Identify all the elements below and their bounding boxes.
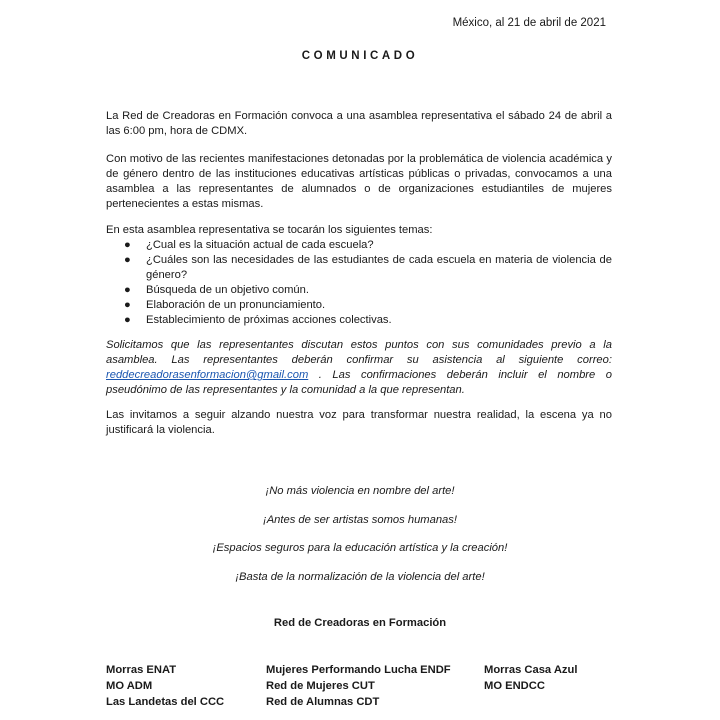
slogan: ¡Basta de la normalización de la violencia del arte!: [235, 571, 485, 583]
paragraph-motive-text: Con motivo de las recientes manifestaciones detonadas por la problemática de violencia académica y de género dentro de las instituciones educativas artísticas públicas o privadas, convocamos a una asamblea a las representantes de alumnados o de organizaciones estudiantiles de mujeres pertenecientes a estas mismas.: [106, 153, 612, 210]
topic-text: ¿Cual es la situación actual de cada escuela?: [146, 239, 374, 251]
list-item: [106, 298, 612, 313]
topic-text: Elaboración de un pronunciamiento.: [146, 299, 326, 311]
list-item: [106, 253, 612, 283]
date-line: México, al 21 de abril de 2021: [452, 17, 606, 29]
topic-text: Establecimiento de próximas acciones colectivas.: [146, 314, 392, 326]
slogan: ¡No más violencia en nombre del arte!: [265, 485, 455, 497]
organization-name: Las Landetas del CCC: [106, 696, 225, 708]
organization-name: MO ENDCC: [484, 680, 545, 692]
bullet-icon: ●: [124, 284, 131, 296]
bullet-icon: ●: [124, 239, 131, 251]
organization-name: Red de Mujeres CUT: [266, 680, 375, 692]
list-item: [106, 283, 612, 298]
confirmation-text-end: . Las confirmaciones deberán incluir el nombre o pseudónimo de las representantes y la comunidad a la que representan.: [106, 369, 612, 396]
list-item: [106, 238, 612, 253]
bullet-icon: ●: [124, 314, 131, 326]
topics-intro: En esta asamblea representativa se tocarán los siguientes temas:: [106, 224, 433, 236]
topic-text: ¿Cuáles son las necesidades de las estudiantes de cada escuela en materia de violencia de género?: [146, 254, 612, 281]
organization-name: Morras Casa Azul: [484, 664, 578, 676]
paragraph-confirmation: [106, 338, 612, 398]
organization-name: Red de Alumnas CDT: [266, 696, 380, 708]
paragraph-confirmation-text: [106, 338, 612, 398]
topics-list: [106, 238, 612, 328]
organization-name: Mujeres Performando Lucha ENDF: [266, 664, 451, 676]
paragraph-motive: [106, 152, 612, 212]
email-link[interactable]: reddecreadorasenformacion@gmail.com: [106, 369, 309, 381]
organization-name: Morras ENAT: [106, 664, 177, 676]
paragraph-convocation: [106, 109, 612, 139]
document-title: COMUNICADO: [301, 50, 419, 62]
topic-text: Búsqueda de un objetivo común.: [146, 284, 309, 296]
paragraph-closing-text: Las invitamos a seguir alzando nuestra voz para transformar nuestra realidad, la escena ya no justificará la violencia.: [106, 409, 612, 436]
slogan: ¡Antes de ser artistas somos humanas!: [262, 514, 457, 526]
confirmation-text-start: Solicitamos que las representantes discutan estos puntos con sus comunidades previo a la asamblea. Las representantes deberán confirmar su asistencia al siguiente correo:: [106, 339, 612, 366]
paragraph-closing: [106, 408, 612, 438]
paragraph-convocation-text: La Red de Creadoras en Formación convoca a una asamblea representativa el sábado 24 de abril a las 6:00 pm, hora de CDMX.: [106, 110, 612, 137]
signature: Red de Creadoras en Formación: [273, 617, 447, 629]
list-item: [106, 313, 612, 328]
organization-name: MO ADM: [106, 680, 153, 692]
topics-section: [106, 223, 612, 328]
bullet-icon: ●: [124, 299, 131, 311]
bullet-icon: ●: [124, 254, 131, 266]
slogan: ¡Espacios seguros para la educación artística y la creación!: [212, 542, 508, 554]
